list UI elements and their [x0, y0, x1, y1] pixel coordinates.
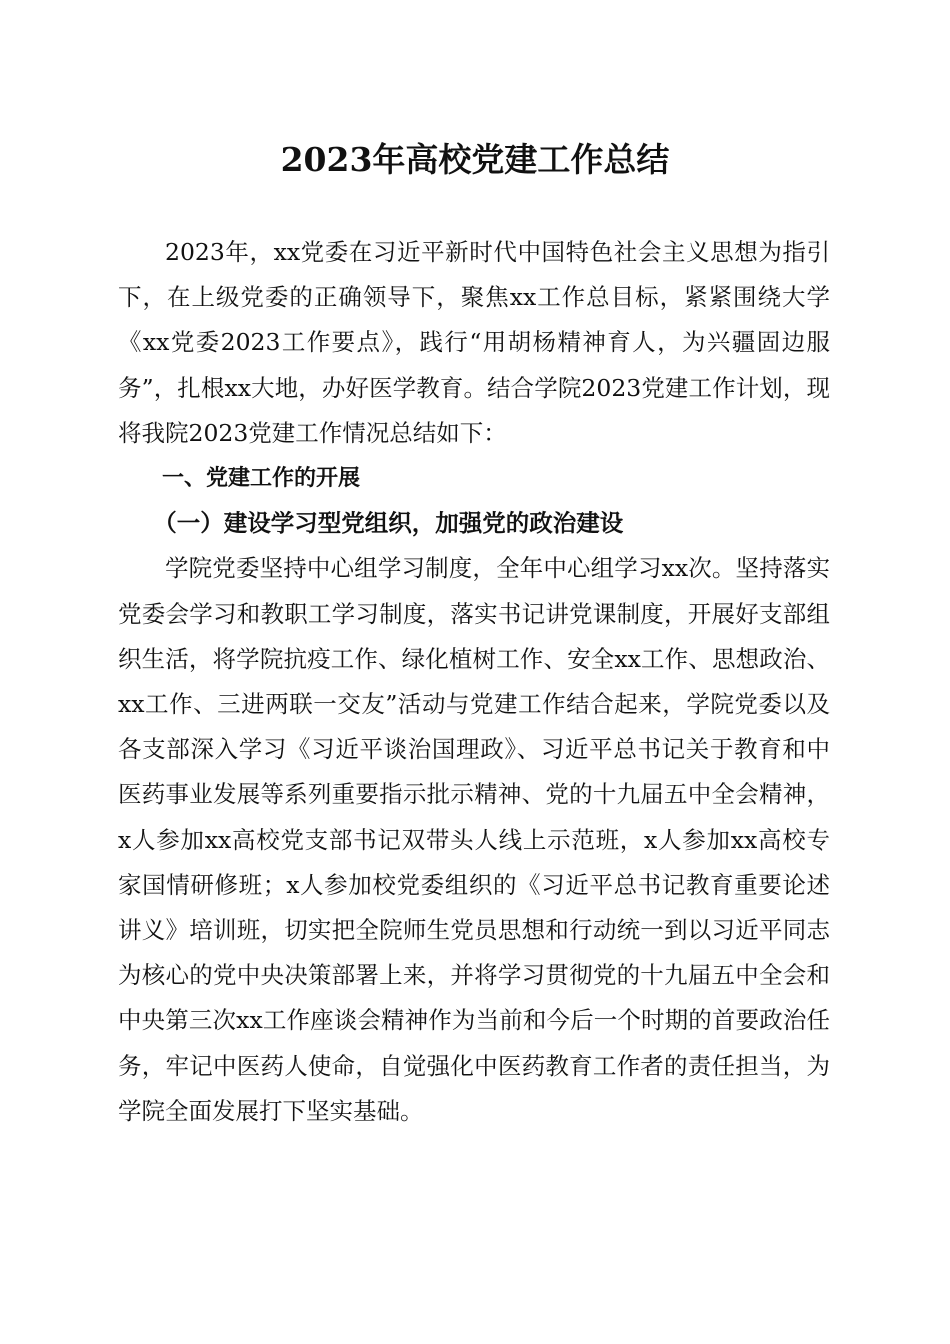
- section-heading: 一、党建工作的开展: [162, 466, 361, 492]
- document-title: 2023年高校党建工作总结: [280, 140, 670, 179]
- intro-paragraph: 2023年，xx党委在习近平新时代中国特色社会主义思想为指引下，在上级党委的正确领导下，聚焦xx工作总目标，紧紧围绕大学《xx党委2023工作要点》，践行“用胡杨精神育人，为兴疆固边服务”，扎根xx大地，办好医学教育。结合学院2023党建工作计划，现将我院2023党建工作情况总结如下：: [118, 238, 830, 447]
- subsection-paragraph: 学院党委坚持中心组学习制度，全年中心组学习xx次。坚持落实党委会学习和教职工学习制度，落实书记讲党课制度，开展好支部组织生活，将学院抗疫工作、绿化植树工作、安全xx工作、思想政治、xx工作、三进两联一交友”活动与党建工作结合起来，学院党委以及各支部深入学习《习近平谈治国理政》、习近平总书记关于教育和中医药事业发展等系列重要指示批示精神、党的十九届五中全会精神，x人参加xx高校党支部书记双带头人线上示范班，x人参加xx高校专家国情研修班；x人参加校党委组织的《习近平总书记教育重要论述讲义》培训班，切实把全院师生党员思想和行动统一到以习近平同志为核心的党中央决策部署上来，并将学习贯彻党的十九届五中全会和中央第三次xx工作座谈会精神作为当前和今后一个时期的首要政治任务，牢记中医药人使命，自觉强化中医药教育工作者的责任担当，为学院全面发展打下坚实基础。: [118, 554, 830, 1125]
- document-body: [118, 230, 830, 1134]
- subsection-heading: （一）建设学习型党组织，加强党的政治建设: [153, 509, 624, 538]
